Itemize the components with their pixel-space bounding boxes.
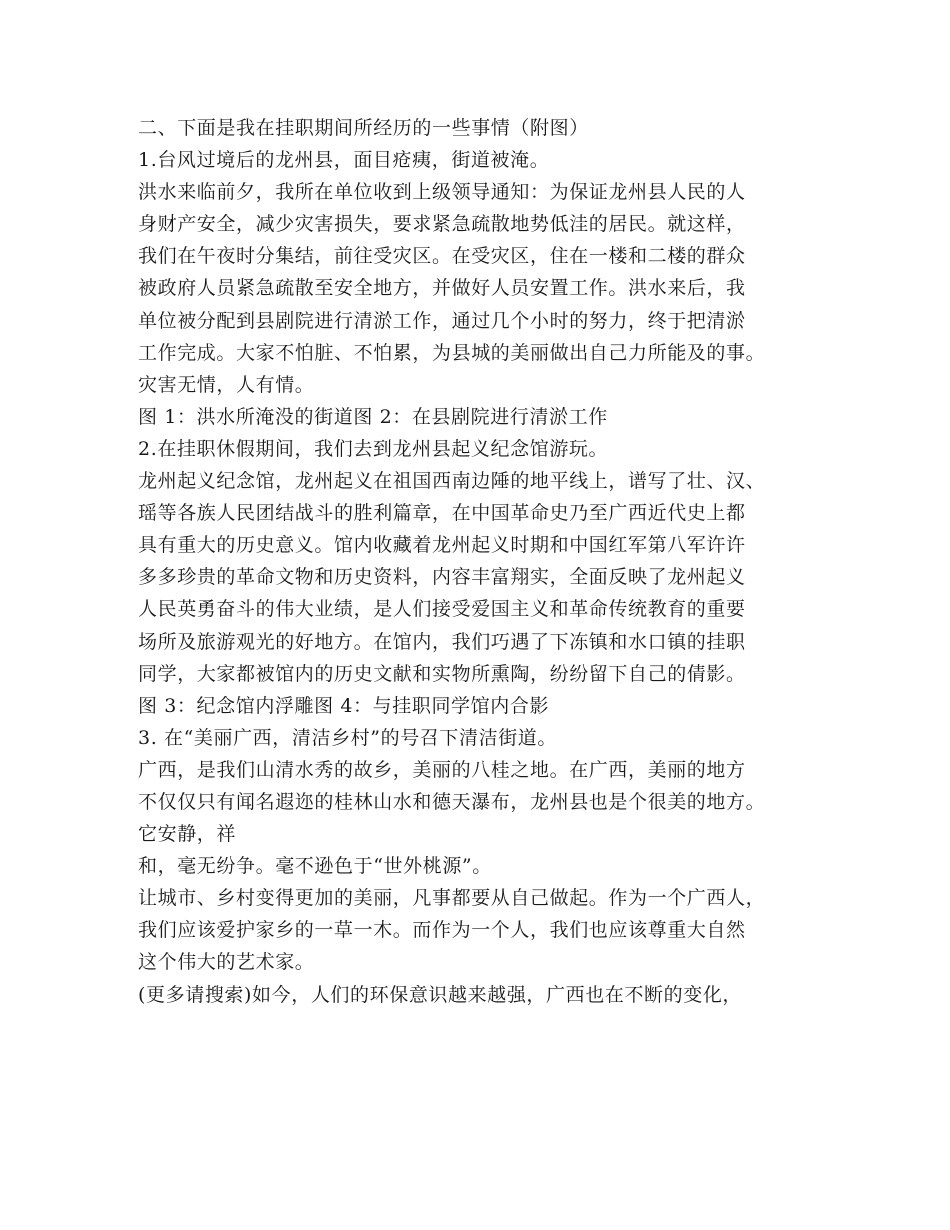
paragraph-line: (更多请搜索)如今，人们的环保意识越来越强，广西也在不断的变化， (138, 983, 743, 1006)
paragraph-line: 我们在午夜时分集结，前往受灾区。在受灾区，住在一楼和二楼的群众 (138, 245, 746, 268)
paragraph-line: 场所及旅游观光的好地方。在馆内，我们巧遇了下冻镇和水口镇的挂职 (138, 630, 746, 653)
figure-caption: 图 3：纪念馆内浮雕图 4：与挂职同学馆内合影 (138, 694, 550, 717)
paragraph-line: 多多珍贵的革命文物和历史资料，内容丰富翔实，全面反映了龙州起义 (138, 566, 746, 589)
item-heading-2: 2.在挂职休假期间，我们去到龙州县起义纪念馆游玩。 (138, 437, 609, 460)
section-heading: 二、下面是我在挂职期间所经历的一些事情（附图） (138, 117, 589, 139)
document-body (138, 112, 828, 1011)
paragraph-line: 灾害无情，人有情。 (138, 373, 315, 396)
paragraph-line: 同学，大家都被馆内的历史文献和实物所熏陶，纷纷留下自己的倩影。 (138, 662, 746, 685)
paragraph-line: 我们应该爱护家乡的一草一木。而作为一个人，我们也应该尊重大自然 (138, 919, 746, 942)
paragraph-line: 洪水来临前夕，我所在单位收到上级领导通知：为保证龙州县人民的人 (138, 181, 746, 204)
paragraph-line: 工作完成。大家不怕脏、不怕累，为县城的美丽做出自己力所能及的事。 (138, 341, 766, 364)
paragraph-line: 不仅仅只有闻名遐迩的桂林山水和德天瀑布，龙州县也是个很美的地方。 (138, 790, 766, 813)
item-heading-3: 3. 在“美丽广西，清洁乡村”的号召下清洁街道。 (138, 726, 557, 749)
item-heading-1: 1.台风过境后的龙州县，面目疮痍，街道被淹。 (138, 149, 550, 172)
paragraph-line: 让城市、乡村变得更加的美丽，凡事都要从自己做起。作为一个广西人， (138, 887, 766, 910)
paragraph-line: 单位被分配到县剧院进行清淤工作，通过几个小时的努力，终于把清淤 (138, 309, 746, 332)
paragraph-line: 这个伟大的艺术家。 (138, 951, 315, 974)
paragraph-line: 和，毫无纷争。毫不逊色于“世外桃源”。 (138, 855, 492, 878)
paragraph-line: 被政府人员紧急疏散至安全地方，并做好人员安置工作。洪水来后，我 (138, 277, 746, 300)
figure-caption: 图 1：洪水所淹没的街道图 2：在县剧院进行清淤工作 (138, 405, 608, 428)
paragraph-line: 广西，是我们山清水秀的故乡，美丽的八桂之地。在广西，美丽的地方 (138, 758, 746, 781)
paragraph-line: 它安静，祥 (138, 823, 237, 846)
paragraph-line: 瑶等各族人民团结战斗的胜利篇章，在中国革命史乃至广西近代史上都 (138, 502, 746, 525)
paragraph-line: 龙州起义纪念馆，龙州起义在祖国西南边陲的地平线上，谱写了壮、汉、 (138, 470, 766, 493)
paragraph-line: 人民英勇奋斗的伟大业绩，是人们接受爱国主义和革命传统教育的重要 (138, 598, 746, 621)
paragraph-line: 具有重大的历史意义。馆内收藏着龙州起义时期和中国红军第八军许许 (138, 534, 746, 557)
paragraph-line: 身财产安全，减少灾害损失，要求紧急疏散地势低洼的居民。就这样， (138, 213, 746, 236)
